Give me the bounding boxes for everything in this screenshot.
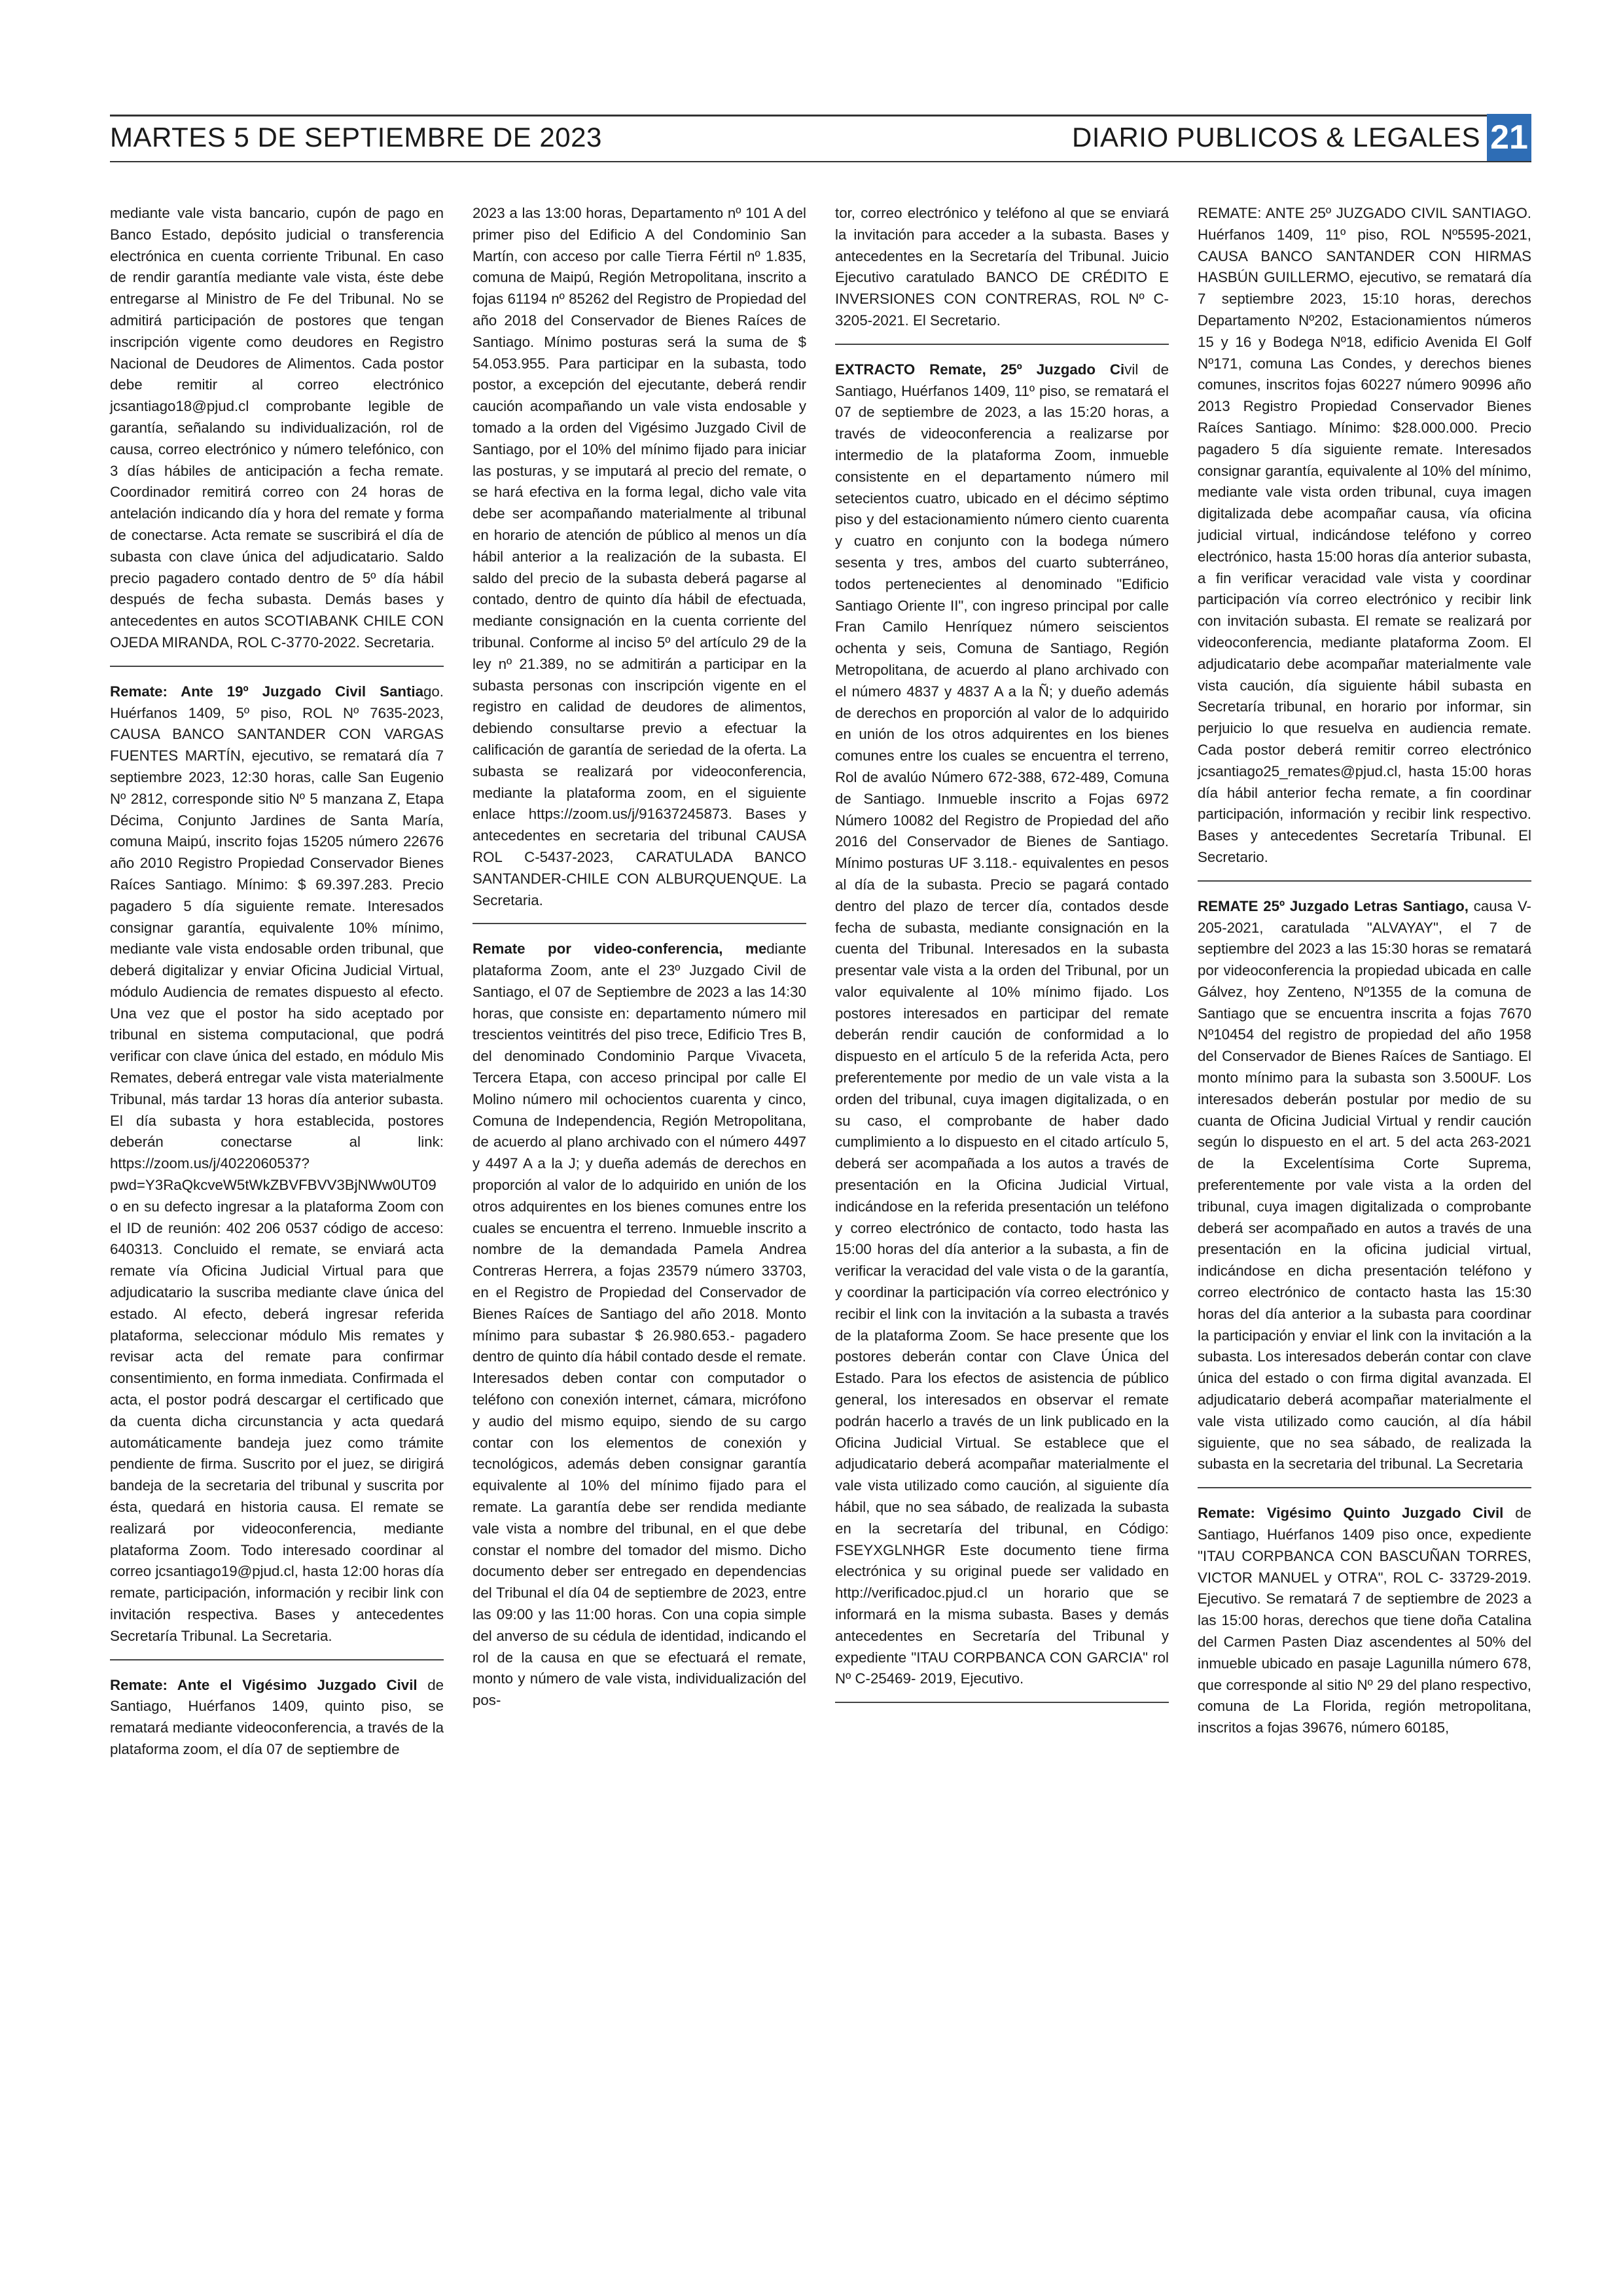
page-header bbox=[110, 115, 1531, 162]
notice-text bbox=[473, 203, 806, 911]
notice-divider bbox=[110, 666, 444, 667]
header-publication-name: DIARIO PUBLICOS & LEGALES bbox=[1071, 122, 1480, 152]
notice-text bbox=[110, 681, 444, 1647]
page-number-badge: 21 bbox=[1487, 114, 1531, 161]
column-4 bbox=[1198, 203, 1531, 1739]
notice-text bbox=[1198, 1503, 1531, 1739]
notice-text bbox=[473, 939, 806, 1712]
notice-body: vil de Santiago, Huérfanos 1409, 11º piso, se rematará el 07 de septiembre de 2023, a las 15:20 horas, a través de videoconferencia a realizarse por intermedio de la plataforma Zoom, inmueble consistente en el departamento número mil setecientos cuatro, ubicado en el décimo séptimo piso y del estacionamiento número ciento cuarenta y cuatro en conjunto con la bodega número sesenta y tres, ambos del cuarto subterráneo, todos pertenecientes al denominado "Edificio Santiago Oriente II", con ingreso principal por calle Fran Camilo Henríquez número seiscientos ochenta y seis, Comuna de Santiago, Región Metropolitana, de acuerdo al plano archivado con el número 4837 y 4837 A a la Ñ; y dueño además de derechos en proporción al valor de lo adquirido en unión de los otros adquirentes en los bienes comunes entre los cuales se encuentra el terreno, Rol de avalúo Número 672-388, 672-489, Comuna de Santiago. Inmueble inscrito a Fojas 6972 Número 10082 del Registro de Propiedad del año 2016 del Conservador de Bienes de Santiago. Mínimo posturas UF 3.118.- equivalentes en pesos al día de la subasta. Precio se pagará contado dentro del plazo de tercer día, contados desde fecha de subasta, mediante consignación en la cuenta del Tribunal. Interesados en la subasta presentar vale vista a la orden del Tribunal, por un valor equivalente al 10% mínimo fijado. Los postores interesados en participar del remate deberán rendir caución de conformidad a lo dispuesto en el artículo 5 de la referida Acta, pero preferentemente por medio de un vale vista a la orden del tribunal, cuya imagen digitalizada, o en su caso, el comprobante de haber dado cumplimiento a lo dispuesto en el citado artículo 5, deberá ser acompañada a los autos a través de presentación en la Oficina Judicial Virtual, indicándose en la referida presentación un teléfono y correo electrónico de contacto, todo hasta las 15:00 horas del día anterior a la subasta, a fin de verificar la veracidad del vale vista o de la garantía, y coordinar la participación vía correo electrónico y recibir el link con la invitación a la subasta a través de la plataforma Zoom. Se hace presente que los postores deberán contar con Clave Única del Estado. Para los efectos de asistencia de público general, los interesados en observar el remate podrán hacerlo a través de un link publicado en la Oficina Judicial Virtual. Se establece que el adjudicatario deberá acompañar materialmente el vale vista utilizado como caución, al siguiente día hábil, que no sea sábado, de realizada la subasta en la secretaría del tribunal, en Código: FSEYXGLNHGR Este documento tiene firma electrónica y su original puede ser validado en http://verificadoc.pjud.cl un horario que se informará en la misma subasta. Bases y demás antecedentes en Secretaría del Tribunal y expediente "ITAU CORPBANCA CON GARCIA" rol Nº C-25469- 2019, Ejecutivo. bbox=[835, 361, 1169, 1687]
notice-divider bbox=[1198, 1487, 1531, 1488]
notice-body: diante plataforma Zoom, ante el 23º Juzgado Civil de Santiago, el 07 de Septiembre de 2023 a las 14:30 horas, que consiste en: departamento número mil trescientos veintitrés del piso trece, Edificio Tres B, del denominado Condominio Parque Vivaceta, Tercera Etapa, con acceso principal por calle El Molino número mil ochocientos cuarenta y cinco, Comuna de Independencia, Región Metropolitana, de acuerdo al plano archivado con el número 4497 y 4497 A a la J; y dueña además de derechos en proporción al valor de lo adquirido en unión de los otros adquirentes en los bienes comunes entre los cuales se encuentra el terreno. Inmueble inscrito a nombre de la demandada Pamela Andrea Contreras Herrera, a fojas 23579 número 33703, en el Registro de Propiedad del Conservador de Bienes Raíces de Santiago del año 2018. Monto mínimo para subastar $ 26.980.653.- pagadero dentro de quinto día hábil contado desde el remate. Interesados deben contar con computador o teléfono con conexión internet, cámara, micrófono y audio del mismo equipo, siendo de su cargo contar con los elementos de conexión y tecnológicos, además deben consignar garantía equivalente al 10% del mínimo fijado para el remate. La garantía debe ser rendida mediante vale vista a nombre del tribunal, en el que debe constar el nombre del tomador del mismo. Dicho documento deber ser entregado en dependencias del Tribunal el día 04 de septiembre de 2023, entre las 09:00 y las 11:00 horas. Con una copia simple del anverso de su cédula de identidad, indicando el rol de la causa en que se efectuará el remate, monto y número de vale vista, individualización del pos- bbox=[473, 941, 806, 1709]
notice-heading: Remate por video-conferencia, me bbox=[473, 941, 767, 958]
notice-text bbox=[1198, 896, 1531, 1476]
notice-heading: Remate: Ante el Vigésimo Juzgado Civil bbox=[110, 1676, 418, 1693]
notice-divider bbox=[1198, 880, 1531, 882]
header-date: MARTES 5 DE SEPTIEMBRE DE 2023 bbox=[110, 122, 602, 152]
notice-body: 2023 a las 13:00 horas, Departamento nº 101 A del primer piso del Edificio A del Condominio San Martín, con acceso por calle Tierra Fértil nº 1.835, comuna de Maipú, Región Metropolitana, inscrito a fojas 61194 nº 85262 del Registro de Propiedad del año 2018 del Conservador de Bienes Raíces de Santiago. Mínimo posturas será la suma de $ 54.053.955. Para participar en la subasta, todo postor, a excepción del ejecutante, deberá rendir caución acompañando un vale vista endosable y tomado a la orden del Vigésimo Juzgado Civil de Santiago, por el 10% del mínimo fijado para iniciar las posturas, y se imputará al precio del remate, o se hará efectiva en la forma legal, dicho vale vita debe ser acompañando materialmente al tribunal en horario de atención de público al menos un día hábil anterior a la realización de la subasta. El saldo del precio de la subasta deberá pagarse al contado, dentro de quinto día hábil de efectuada, mediante consignación en la cuenta corriente del tribunal. Conforme al inciso 5º del artículo 29 de la ley nº 21.389, no se admitirán a participar en la subasta personas con inscripción vigente en el registro en calidad de deudores de alimentos, debiendo consultarse previo a efectuar la calificación de garantía de seriedad de la oferta. La subasta se realizará por videoconferencia, mediante la plataforma zoom, en el siguiente enlace https://zoom.us/j/91637245873. Bases y antecedentes en secretaria del tribunal CAUSA ROL C-5437-2023, CARATULADA BANCO SANTANDER-CHILE CON ALBURQUENQUE. La Secretaria. bbox=[473, 205, 806, 908]
notice-body: REMATE: ANTE 25º JUZGADO CIVIL SANTIAGO. Huérfanos 1409, 11º piso, ROL Nº5595-2021, CAUSA BANCO SANTANDER CON HIRMAS HASBÚN GUILLERMO, ejecutivo, se rematará día 7 septiembre 2023, 15:10 horas, derechos Departamento Nº202, Estacionamientos números 15 y 16 y Bodega Nº18, edificio Avenida El Golf Nº171, comuna Las Condes, y derechos bienes comunes, inscritos fojas 60227 número 90996 año 2013 Registro Propiedad Conservador Bienes Raíces Santiago. Mínimo: $28.000.000. Precio pagadero 5 día siguiente remate. Interesados consignar garantía, equivalente al 10% del mínimo, mediante vale vista orden tribunal, cuya imagen digitalizada debe acompañar causa, vía oficina judicial virtual, indicándose teléfono y correo electrónico, hasta 15:00 horas día anterior subasta, a fin verificar veracidad vale vista y coordinar participación vía correo electrónico y recibir link con invitación subasta. El remate se realizará por videoconferencia, mediante plataforma Zoom. El adjudicatario debe acompañar materialmente vale vista caución, día siguiente hábil subasta en Secretaría tribunal, en horario por informar, sin perjuicio lo que resuelva en audiencia remate. Cada postor deberá remitir correo electrónico jcsantiago25_remates@pjud.cl, hasta 15:00 horas día hábil anterior fecha remate, a fin coordinar participación, información y recibir link respectivo. Bases y antecedentes Secretaría Tribunal. El Secretario. bbox=[1198, 205, 1531, 865]
column-3 bbox=[835, 203, 1169, 1717]
notice-body: de Santiago, Huérfanos 1409 piso once, expediente "ITAU CORPBANCA CON BASCUÑAN TORRES, VICTOR MANUEL y OTRA", ROL C- 33729-2019. Ejecutivo. Se rematará 7 de septiembre de 2023 a las 15:00 horas, derechos que tiene doña Catalina del Carmen Pasten Diaz ascendentes al 50% del inmueble ubicado en pasaje Lagunilla número 678, que corresponde al sitio Nº 29 del plano respectivo, comuna de La Florida, región metropolitana, inscritos a fojas 39676, número 60185, bbox=[1198, 1505, 1531, 1736]
column-1 bbox=[110, 203, 444, 1761]
notice-text bbox=[110, 1675, 444, 1761]
notice-divider bbox=[835, 344, 1169, 345]
notice-text bbox=[1198, 203, 1531, 869]
notice-heading: Remate: Ante 19º Juzgado Civil Santia bbox=[110, 683, 423, 700]
notice-body: causa V-205-2021, caratulada "ALVAYAY", el 7 de septiembre del 2023 a las 15:30 horas se rematará por videoconferencia la propiedad ubicada en calle Gálvez, hoy Zenteno, Nº1355 de la comuna de Santiago que se encuentra inscrita a fojas 7670 Nº10454 del registro de propiedad del año 1958 del Conservador de Bienes Raíces de Santiago. El monto mínimo para la subasta son 3.500UF. Los interesados deberán postular por medio de su cuanta de Oficina Judicial Virtual y rendir caución según lo dispuesto en el art. 5 del acta 263-2021 de la Excelentísima Corte Suprema, preferentemente por vale vista a la orden del tribunal, cuya imagen digitalizada o comprobante deberá ser acompañado en autos a través de una presentación en la oficina judicial virtual, indicándose en dicha presentación teléfono y correo electrónico de contacto hasta las 15:30 horas del día anterior a la subasta para coordinar la participación y enviar el link con la invitación a la subasta. Los interesados deberán contar con clave única del estado o con firma digital avanzada. El adjudicatario deberá acompañar materialmente el vale vista utilizado como caución, al día hábil siguiente, que no sea sábado, de realizada la subasta en la secretaria del tribunal. La Secretaria bbox=[1198, 897, 1531, 1473]
column-2 bbox=[473, 203, 806, 1712]
notice-text bbox=[835, 359, 1169, 1690]
notice-heading: EXTRACTO Remate, 25º Juzgado Ci bbox=[835, 361, 1125, 378]
notice-body: mediante vale vista bancario, cupón de pago en Banco Estado, depósito judicial o transferencia electrónica en cuenta corriente Tribunal. En caso de rendir garantía mediante vale vista, éste debe entregarse al Ministro de Fe del Tribunal. No se admitirá participación de postores que tengan inscripción vigente como deudores en Registro Nacional de Deudores de Alimentos. Cada postor debe remitir al correo electrónico jcsantiago18@pjud.cl comprobante legible de garantía, señalando su individualización, rol de causa, correo electrónico y número telefónico, con 3 días hábiles de anticipación a fecha remate. Coordinador remitirá correo con 24 horas de antelación indicando día y hora del remate y forma de conectarse. Acta remate se suscribirá el día de subasta con clave única del adjudicatario. Saldo precio pagadero contado dentro de 5º día hábil después de fecha subasta. Demás bases y antecedentes en autos SCOTIABANK CHILE CON OJEDA MIRANDA, ROL C-3770-2022. Secretaria. bbox=[110, 205, 444, 651]
notice-divider bbox=[110, 1659, 444, 1660]
notice-divider bbox=[473, 923, 806, 924]
notice-heading: Remate: Vigésimo Quinto Juzgado Civil bbox=[1198, 1505, 1504, 1522]
notice-text bbox=[110, 203, 444, 654]
notice-heading: REMATE 25º Juzgado Letras Santiago, bbox=[1198, 897, 1469, 914]
notice-body: tor, correo electrónico y teléfono al que se enviará la invitación para acceder a la subasta. Bases y antecedentes en la Secretaría del Tribunal. Juicio Ejecutivo caratulado BANCO DE CRÉDITO E INVERSIONES CON CONTRERAS, ROL Nº C-3205-2021. El Secretario. bbox=[835, 205, 1169, 329]
notice-body: go. Huérfanos 1409, 5º piso, ROL Nº 7635-2023, CAUSA BANCO SANTANDER CON VARGAS FUENTES MARTÍN, ejecutivo, se rematará día 7 septiembre 2023, 12:30 horas, calle San Eugenio Nº 2812, corresponde sitio Nº 5 manzana Z, Etapa Décima, Conjunto Jardines de Santa María, comuna Maipú, inscrito fojas 15205 número 22676 año 2010 Registro Propiedad Conservador Bienes Raíces Santiago. Mínimo: $ 69.397.283. Precio pagadero 5 día siguiente remate. Interesados consignar garantía, equivalente 10% mínimo, mediante vale vista endosable orden tribunal, que deberá digitalizar y enviar Oficina Judicial Virtual, módulo Audiencia de remates dispuesto al efecto. Una vez que el postor ha sido aceptado por tribunal en sistema computacional, que podrá verificar con clave única del estado, en módulo Mis Remates, deberá entregar vale vista materialmente Tribunal, más tardar 13 horas día anterior subasta. El día subasta y hora establecida, postores deberán conectarse al link: https://zoom.us/j/4022060537?pwd=Y3RaQkcveW5tWkZBVFBVV3BjNWw0UT09 o en su defecto ingresar a la plataforma Zoom con el ID de reunión: 402 206 0537 código de acceso: 640313. Concluido el remate, se enviará acta remate vía Oficina Judicial Virtual para que adjudicatario la suscriba mediante clave única del estado. Al efecto, deberá ingresar referida plataforma, seleccionar módulo Mis remates y revisar acta del remate para confirmar consentimiento, en forma inmediata. Confirmada el acta, el postor podrá descargar el certificado que da cuenta dicha circunstancia y acta quedará automáticamente bandeja juez como trámite pendiente de firma. Suscrito por el juez, se dirigirá bandeja de la secretaria del tribunal y suscrita por ésta, quedará en historia causa. El remate se realizará por videoconferencia, mediante plataforma Zoom. Todo interesado coordinar al correo jcsantiago19@pjud.cl, hasta 12:00 horas día remate, participación, información y recibir link con invitación respectiva. Bases y antecedentes Secretaría Tribunal. La Secretaria. bbox=[110, 683, 444, 1644]
notice-text bbox=[835, 203, 1169, 332]
notice-divider bbox=[835, 1702, 1169, 1703]
notice-body: de Santiago, Huérfanos 1409, quinto piso, se rematará mediante videoconferencia, a través de la plataforma zoom, el día 07 de septiembre de bbox=[110, 1676, 444, 1757]
